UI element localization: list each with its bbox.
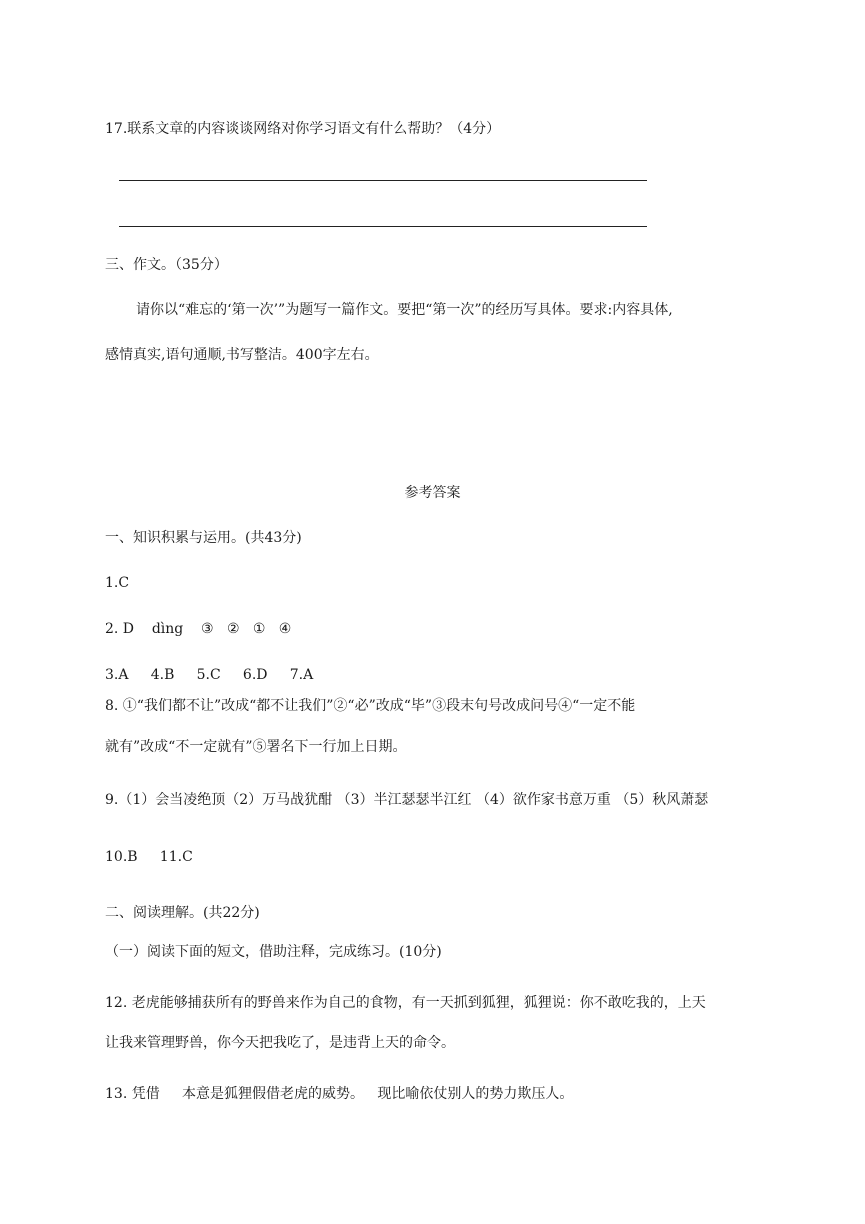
answer-2: 2. D dìng ③ ② ① ④ [105, 621, 292, 637]
answer-9: 9.（1）会当凌绝顶（2）万马战犹酣 （3）半江瑟瑟半江红 （4）欲作家书意万重 （5）秋风萧瑟 [105, 792, 709, 808]
answer-line-2 [119, 226, 647, 227]
answer-1: 1.C [105, 575, 130, 591]
answer-line-1 [119, 180, 647, 181]
answers-3-to-7: 3.A 4.B 5.C 6.D 7.A [105, 667, 314, 683]
part-1-title: 一、知识积累与运用。(共43分) [105, 530, 302, 546]
answer-13: 13. 凭借 本意是狐狸假借老虎的威势。 现比喻依仗别人的势力欺压人。 [105, 1086, 574, 1102]
essay-prompt-line-2: 感情真实,语句通顺,书写整洁。400字左右。 [105, 347, 379, 363]
question-17: 17.联系文章的内容谈谈网络对你学习语文有什么帮助？（4分） [105, 121, 501, 137]
essay-prompt-line-1: 请你以“难忘的‘第一次’”为题写一篇作文。要把“第一次”的经历写具体。要求:内容具体, [136, 302, 673, 318]
answer-8-line-2: 就有”改成“不一定就有”⑤署名下一行加上日期。 [105, 739, 407, 755]
section-3-title: 三、作文。（35分） [105, 257, 228, 273]
answers-title: 参考答案 [404, 485, 461, 501]
answer-12-line-1: 12. 老虎能够捕获所有的野兽来作为自己的食物，有一天抓到狐狸，狐狸说：你不敢吃我的，上天 [105, 995, 706, 1011]
part-2-title: 二、阅读理解。(共22分) [105, 905, 260, 921]
answers-10-11: 10.B 11.C [105, 849, 193, 865]
part-2-subsection-1: （一）阅读下面的短文，借助注释，完成练习。(10分) [105, 944, 442, 960]
answer-12-line-2: 让我来管理野兽，你今天把我吃了，是违背上天的命令。 [105, 1035, 455, 1051]
answer-8-line-1: 8. ①“我们都不让”改成“都不让我们”②“必”改成“毕”③段末句号改成问号④“一定不能 [105, 698, 636, 714]
